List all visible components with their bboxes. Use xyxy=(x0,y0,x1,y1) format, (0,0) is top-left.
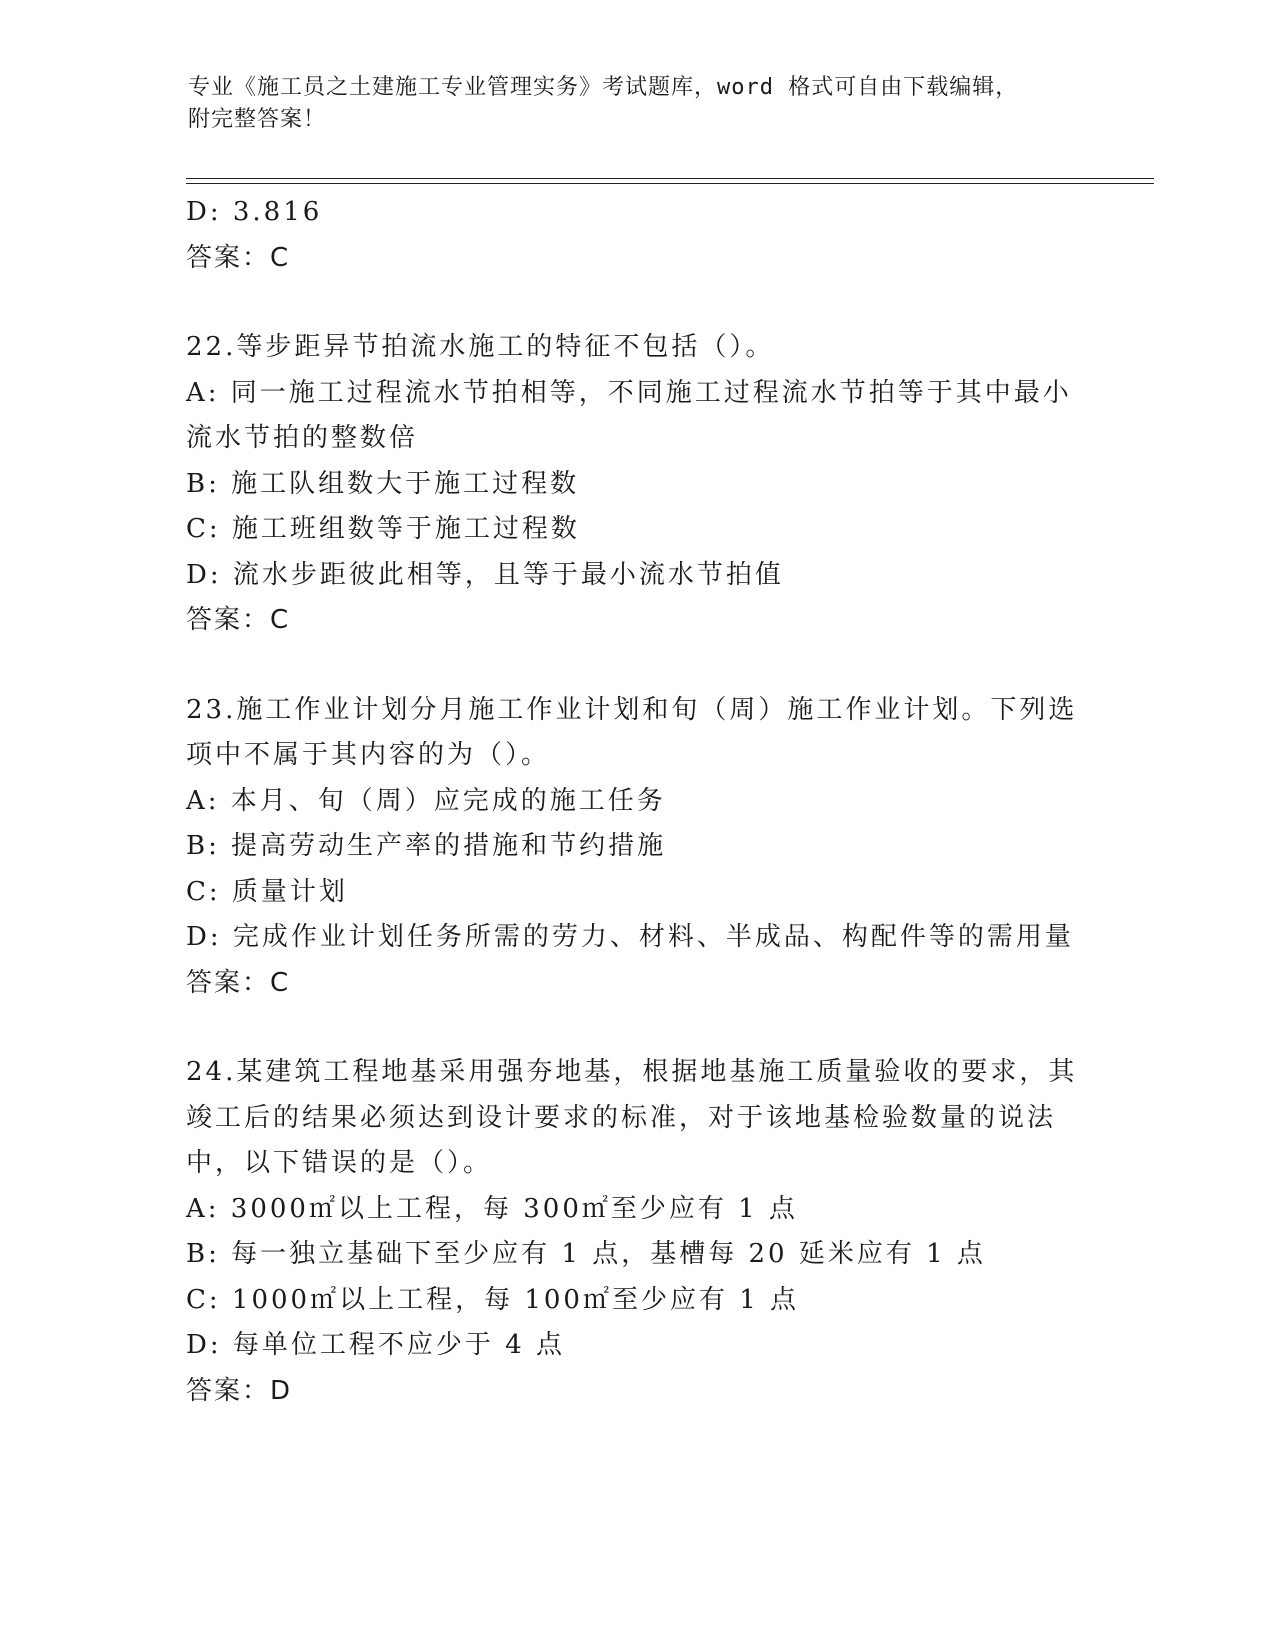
header-line-2: 附完整答案！ xyxy=(188,107,327,132)
question-23 xyxy=(186,688,1086,1007)
spacer xyxy=(186,1006,1086,1050)
option-b: B: 提高劳动生产率的措施和节约措施 xyxy=(186,831,667,861)
option-a: A: 3000㎡以上工程，每 300㎡至少应有 1 点 xyxy=(186,1193,798,1224)
question-stem-line-3: 中，以下错误的是（）。 xyxy=(186,1148,493,1178)
question-stem-line-2: 竣工后的结果必须达到设计要求的标准，对于该地基检验数量的说法 xyxy=(186,1102,1057,1133)
option-b: B: 每一独立基础下至少应有 1 点，基槽每 20 延米应有 1 点 xyxy=(186,1239,986,1269)
option-c: C: 1000㎡以上工程，每 100㎡至少应有 1 点 xyxy=(186,1284,800,1315)
question-stem: 22.等步距异节拍流水施工的特征不包括（）。 xyxy=(186,332,775,362)
answer-line: 答案：C xyxy=(186,967,291,998)
answer-line: 答案：D xyxy=(186,1375,293,1406)
question-24 xyxy=(186,1050,1086,1414)
spacer xyxy=(186,281,1086,325)
option-a-line-1: A: 同一施工过程流水节拍相等，不同施工过程流水节拍等于其中最小 xyxy=(186,377,1072,408)
option-c: C: 质量计划 xyxy=(186,876,348,907)
question-list xyxy=(186,190,1086,1414)
option-c: C: 施工班组数等于施工过程数 xyxy=(186,514,580,544)
answer-line: 答案：C xyxy=(186,242,291,273)
page-header xyxy=(188,72,1068,136)
option-b: B: 施工队组数大于施工过程数 xyxy=(186,468,580,499)
option-d: D: 完成作业计划任务所需的劳力、材料、半成品、构配件等的需用量 xyxy=(186,922,1074,952)
option-a-line-2: 流水节拍的整数倍 xyxy=(186,423,419,453)
question-stem-line-1: 23.施工作业计划分月施工作业计划和旬（周）施工作业计划。下列选 xyxy=(186,694,1078,725)
header-line-1: 专业《施工员之土建施工专业管理实务》考试题库，word 格式可自由下载编辑， xyxy=(188,75,1019,100)
question-22 xyxy=(186,325,1086,644)
question-stem-line-1: 24.某建筑工程地基采用强夯地基，根据地基施工质量验收的要求，其 xyxy=(186,1057,1078,1087)
option-d: D: 3.816 xyxy=(186,197,323,227)
option-d: D: 每单位工程不应少于 4 点 xyxy=(186,1330,565,1360)
header-rule-top xyxy=(186,178,1154,179)
option-d: D: 流水步距彼此相等，且等于最小流水节拍值 xyxy=(186,559,784,590)
spacer xyxy=(186,644,1086,688)
option-a: A: 本月、旬（周）应完成的施工任务 xyxy=(186,785,666,816)
header-rule-bottom xyxy=(186,183,1154,184)
question-stem-line-2: 项中不属于其内容的为（）。 xyxy=(186,740,551,770)
previous-question-tail xyxy=(186,190,1086,281)
answer-line: 答案：C xyxy=(186,605,291,635)
